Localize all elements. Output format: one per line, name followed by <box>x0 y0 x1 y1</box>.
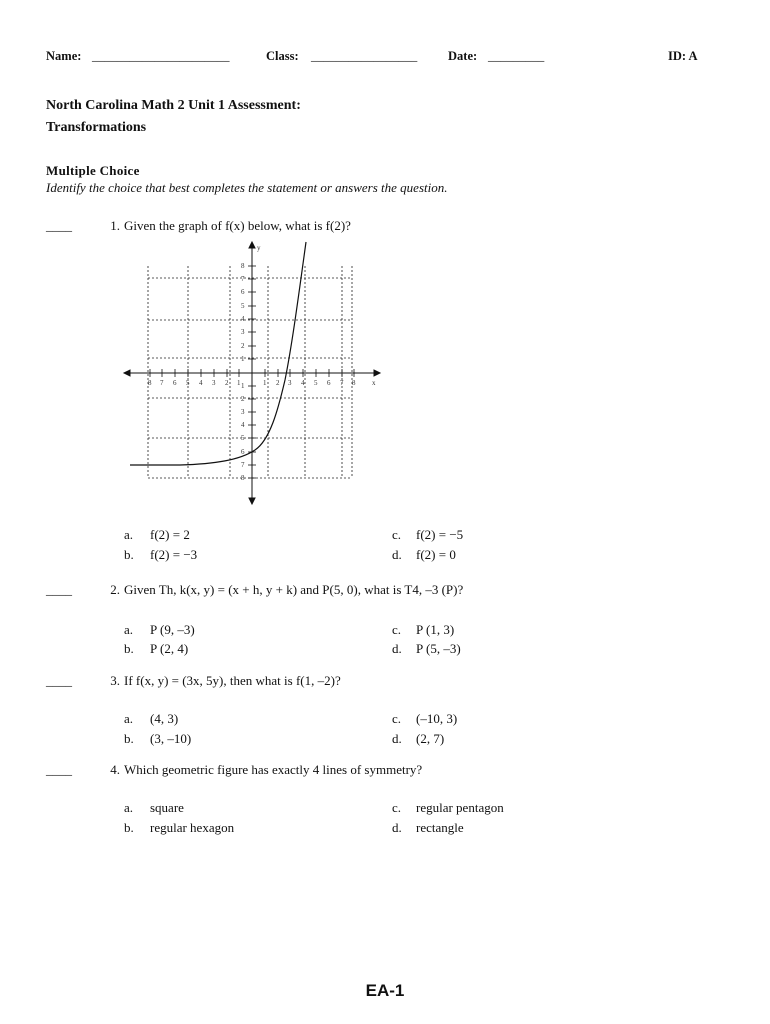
page-title-line1: North Carolina Math 2 Unit 1 Assessment: <box>46 98 301 113</box>
y-tick-label: 2 <box>241 395 245 403</box>
class-label: Class: <box>266 49 299 63</box>
x-tick-label: 5 <box>186 379 190 387</box>
x-tick-label: 5 <box>314 379 318 387</box>
y-tick-label: 4 <box>241 421 245 429</box>
choice-text[interactable]: square <box>150 800 184 815</box>
x-tick-label: 3 <box>288 379 292 387</box>
x-tick-label: 4 <box>301 379 305 387</box>
page-title-line2: Transformations <box>46 120 147 135</box>
y-tick-label: 8 <box>241 262 245 270</box>
section-instructions: Identify the choice that best completes the statement or answers the question. <box>46 180 448 195</box>
x-tick-label: 6 <box>173 379 177 387</box>
choice-text[interactable]: f(2) = 0 <box>416 547 456 562</box>
x-tick-label: 8 <box>352 379 356 387</box>
choice-text[interactable]: (3, –10) <box>150 731 192 746</box>
page-footer: EA-1 <box>365 981 405 1000</box>
date-blank[interactable]: _________ <box>488 49 545 63</box>
choice-text[interactable]: (–10, 3) <box>416 711 458 726</box>
choice-text[interactable]: f(2) = −3 <box>150 547 198 562</box>
question-text-1: Given the graph of f(x) below, what is f(2)? <box>124 218 351 233</box>
question-text-3: If f(x, y) = (3x, 5y), then what is f(1, –2)? <box>124 673 341 688</box>
y-tick-label: 3 <box>241 328 245 336</box>
y-axis-label: y <box>257 244 261 252</box>
answer-blank-1[interactable]: ____ <box>46 218 72 233</box>
choice-text[interactable]: (4, 3) <box>150 711 179 726</box>
choice-text[interactable]: regular pentagon <box>416 800 504 815</box>
graph-grid <box>148 266 352 478</box>
choice-text[interactable]: f(2) = −5 <box>416 527 464 542</box>
x-tick-label: 7 <box>340 379 344 387</box>
choice-text[interactable]: P (1, 3) <box>416 622 455 637</box>
id-label: ID: A <box>668 49 698 63</box>
choice-letter: b. <box>124 641 134 656</box>
x-tick-label: 6 <box>327 379 331 387</box>
answer-blank-2[interactable]: ____ <box>46 582 72 597</box>
y-tick-label: 4 <box>241 315 245 323</box>
question-number-1: 1. <box>110 218 120 233</box>
y-tick-label: 2 <box>241 342 245 350</box>
question-number-4: 4. <box>110 762 120 777</box>
y-tick-label: 8 <box>241 474 245 482</box>
choice-letter: a. <box>124 622 134 637</box>
date-label: Date: <box>448 49 478 63</box>
name-label: Name: <box>46 49 82 63</box>
question-text-2: Given Th, k(x, y) = (x + h, y + k) and P(5, 0), what is T4, –3 (P)? <box>124 582 464 597</box>
section-heading: Multiple Choice <box>46 163 140 178</box>
choice-text[interactable]: f(2) = 2 <box>150 527 190 542</box>
question-number-3: 3. <box>110 673 120 688</box>
y-tick-label: 1 <box>241 382 245 390</box>
choice-letter: a. <box>124 711 134 726</box>
class-blank[interactable]: _________________ <box>311 49 418 63</box>
y-tick-label: 5 <box>241 434 245 442</box>
question-number-2: 2. <box>110 582 120 597</box>
y-tick-label: 6 <box>241 448 245 456</box>
choice-text[interactable]: P (5, –3) <box>416 641 461 656</box>
choice-letter: d. <box>392 820 402 835</box>
x-tick-label: 1 <box>237 379 241 387</box>
answer-blank-4[interactable]: ____ <box>46 762 72 777</box>
choice-letter: d. <box>392 731 402 746</box>
x-tick-label: 4 <box>199 379 203 387</box>
choice-text[interactable]: P (9, –3) <box>150 622 195 637</box>
choice-text[interactable]: regular hexagon <box>150 820 235 835</box>
choice-letter: a. <box>124 527 134 542</box>
choice-letter: b. <box>124 547 134 562</box>
choice-text[interactable]: (2, 7) <box>416 731 445 746</box>
choice-text[interactable]: P (2, 4) <box>150 641 189 656</box>
choice-letter: a. <box>124 800 134 815</box>
choice-letter: d. <box>392 641 402 656</box>
y-tick-label: 7 <box>241 275 245 283</box>
y-tick-label: 3 <box>241 408 245 416</box>
choice-letter: b. <box>124 820 134 835</box>
x-tick-label: 8 <box>148 379 152 387</box>
choice-letter: c. <box>392 622 402 637</box>
y-tick-label: 6 <box>241 288 245 296</box>
x-tick-label: 2 <box>276 379 280 387</box>
x-tick-label: 2 <box>225 379 229 387</box>
choice-letter: b. <box>124 731 134 746</box>
y-tick-label: 7 <box>241 461 245 469</box>
x-tick-label: 3 <box>212 379 216 387</box>
choice-letter: c. <box>392 800 402 815</box>
choice-letter: c. <box>392 527 402 542</box>
x-axis-label: x <box>372 379 376 387</box>
x-tick-label: 7 <box>160 379 164 387</box>
answer-blank-3[interactable]: ____ <box>46 673 72 688</box>
name-blank[interactable]: ______________________ <box>92 49 230 63</box>
choice-text[interactable]: rectangle <box>416 820 464 835</box>
function-graph <box>120 240 390 506</box>
y-tick-label: 1 <box>241 355 245 363</box>
choice-letter: c. <box>392 711 402 726</box>
question-text-4: Which geometric figure has exactly 4 lines of symmetry? <box>124 762 423 777</box>
choice-letter: d. <box>392 547 402 562</box>
y-tick-label: 5 <box>241 302 245 310</box>
function-curve <box>130 242 306 465</box>
x-tick-label: 1 <box>263 379 267 387</box>
